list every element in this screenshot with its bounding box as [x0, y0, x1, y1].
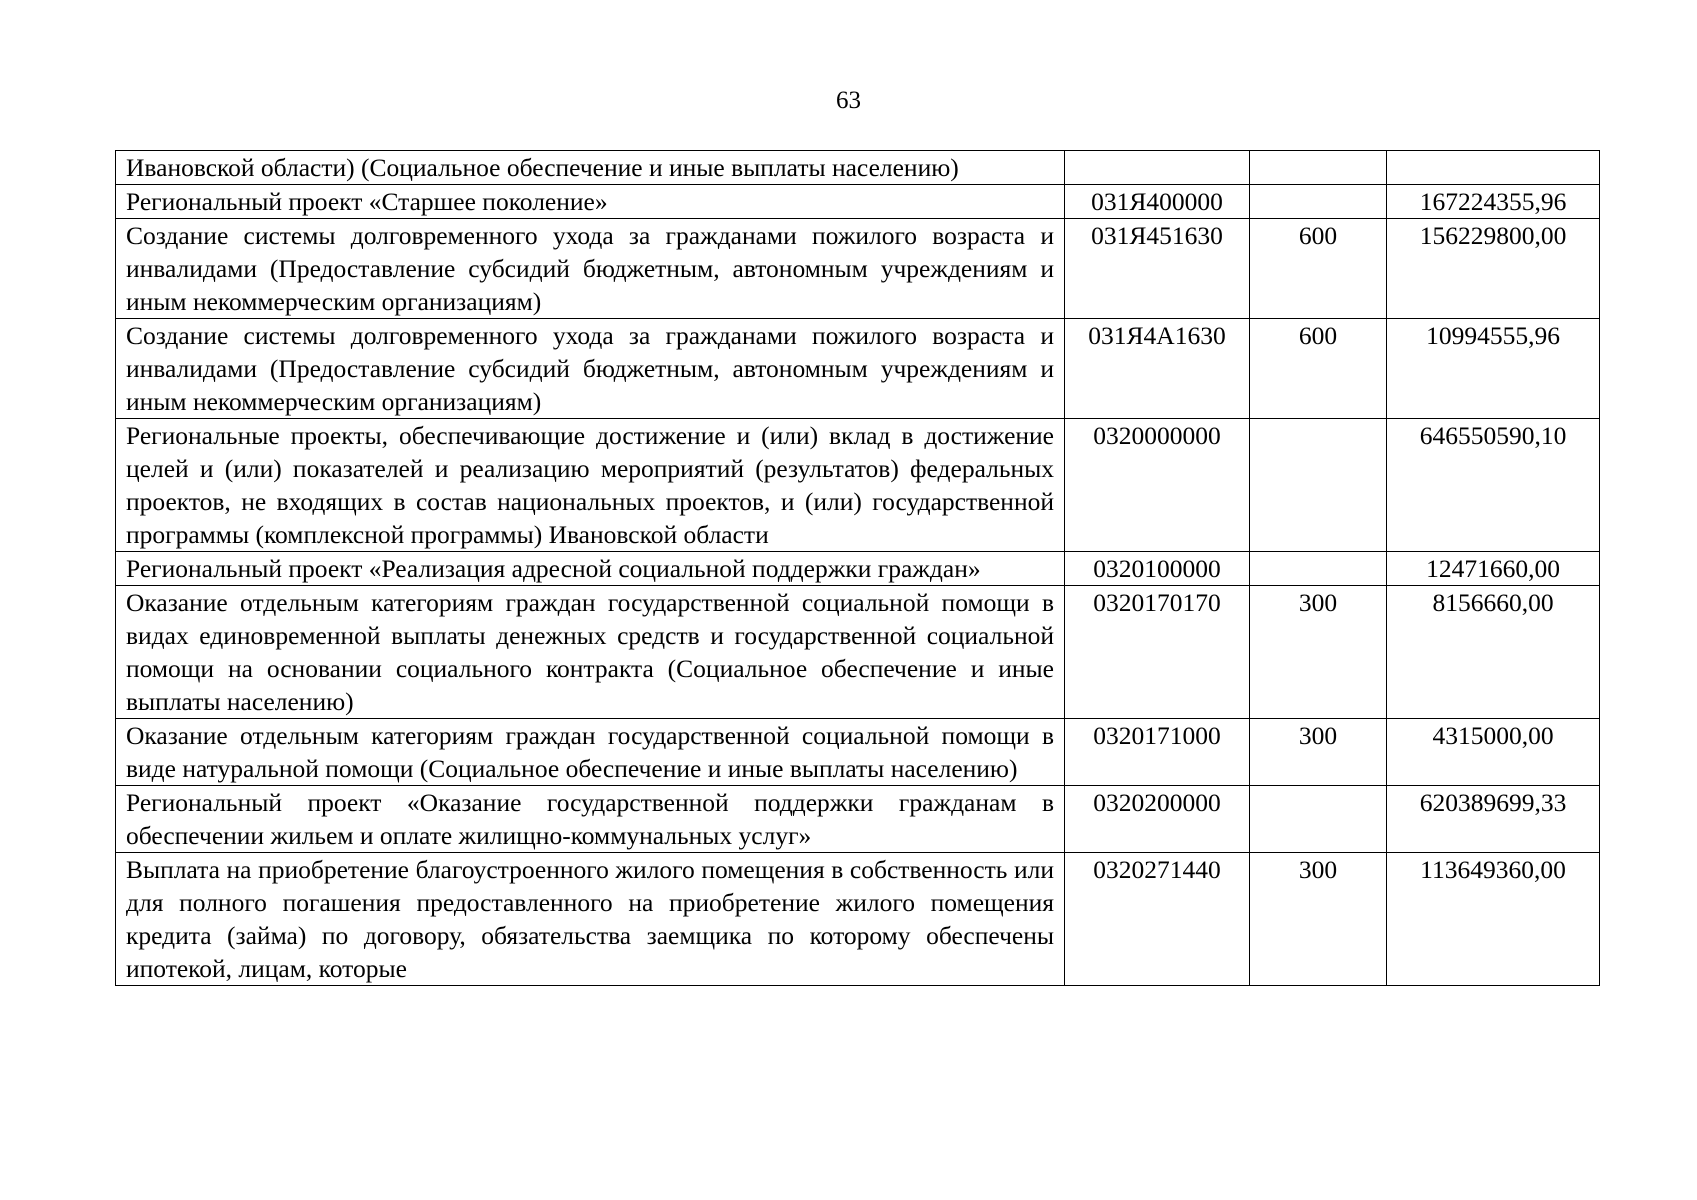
row-amount — [1387, 151, 1600, 185]
row-amount: 8156660,00 — [1387, 586, 1600, 719]
row-expense-type — [1250, 786, 1387, 853]
row-code: 0320000000 — [1065, 419, 1250, 552]
row-expense-type: 600 — [1250, 219, 1387, 319]
table-row — [116, 151, 1600, 185]
row-amount: 10994555,96 — [1387, 319, 1600, 419]
row-name: Оказание отдельным категориям граждан государственной социальной помощи в видах единовременной выплаты денежных средств и государственной социальной помощи на основании социального контракта (Социальное обеспечение и иные выплаты населению) — [116, 586, 1065, 719]
row-expense-type: 600 — [1250, 319, 1387, 419]
row-code: 0320171000 — [1065, 719, 1250, 786]
budget-table — [115, 150, 1600, 986]
row-name: Региональный проект «Оказание государственной поддержки гражданам в обеспечении жильем и оплате жилищно-коммунальных услуг» — [116, 786, 1065, 853]
row-amount: 620389699,33 — [1387, 786, 1600, 853]
table-row — [116, 319, 1600, 419]
row-name: Региональный проект «Реализация адресной социальной поддержки граждан» — [116, 552, 1065, 586]
table-row — [116, 586, 1600, 719]
table-row — [116, 219, 1600, 319]
row-expense-type — [1250, 185, 1387, 219]
row-amount: 646550590,10 — [1387, 419, 1600, 552]
row-name: Ивановской области) (Социальное обеспечение и иные выплаты населению) — [116, 151, 1065, 185]
row-expense-type: 300 — [1250, 853, 1387, 986]
row-amount: 4315000,00 — [1387, 719, 1600, 786]
row-amount: 113649360,00 — [1387, 853, 1600, 986]
row-expense-type — [1250, 419, 1387, 552]
row-expense-type: 300 — [1250, 719, 1387, 786]
row-code: 031Я451630 — [1065, 219, 1250, 319]
row-amount: 156229800,00 — [1387, 219, 1600, 319]
row-name: Региональный проект «Старшее поколение» — [116, 185, 1065, 219]
row-amount: 167224355,96 — [1387, 185, 1600, 219]
row-amount: 12471660,00 — [1387, 552, 1600, 586]
row-code: 031Я400000 — [1065, 185, 1250, 219]
row-code: 031Я4А1630 — [1065, 319, 1250, 419]
row-name: Создание системы долговременного ухода за гражданами пожилого возраста и инвалидами (Предоставление субсидий бюджетным, автономным учреждениям и иным некоммерческим организациям) — [116, 319, 1065, 419]
row-expense-type — [1250, 151, 1387, 185]
row-name: Региональные проекты, обеспечивающие достижение и (или) вклад в достижение целей и (или) показателей и реализацию мероприятий (результатов) федеральных проектов, не входящих в состав национальных проектов, и (или) государственной программы (комплексной программы) Ивановской области — [116, 419, 1065, 552]
row-code: 0320100000 — [1065, 552, 1250, 586]
row-name: Оказание отдельным категориям граждан государственной социальной помощи в виде натуральной помощи (Социальное обеспечение и иные выплаты населению) — [116, 719, 1065, 786]
row-name: Выплата на приобретение благоустроенного жилого помещения в собственность или для полного погашения предоставленного на приобретение жилого помещения кредита (займа) по договору, обязательства заемщика по которому обеспечены ипотекой, лицам, которые — [116, 853, 1065, 986]
row-code — [1065, 151, 1250, 185]
row-code: 0320271440 — [1065, 853, 1250, 986]
table-row — [116, 786, 1600, 853]
table-row — [116, 419, 1600, 552]
table-row — [116, 719, 1600, 786]
row-code: 0320200000 — [1065, 786, 1250, 853]
row-name: Создание системы долговременного ухода за гражданами пожилого возраста и инвалидами (Предоставление субсидий бюджетным, автономным учреждениям и иным некоммерческим организациям) — [116, 219, 1065, 319]
row-code: 0320170170 — [1065, 586, 1250, 719]
table-row — [116, 552, 1600, 586]
row-expense-type — [1250, 552, 1387, 586]
page-number: 63 — [836, 87, 861, 114]
row-expense-type: 300 — [1250, 586, 1387, 719]
table-row — [116, 185, 1600, 219]
table-row — [116, 853, 1600, 986]
